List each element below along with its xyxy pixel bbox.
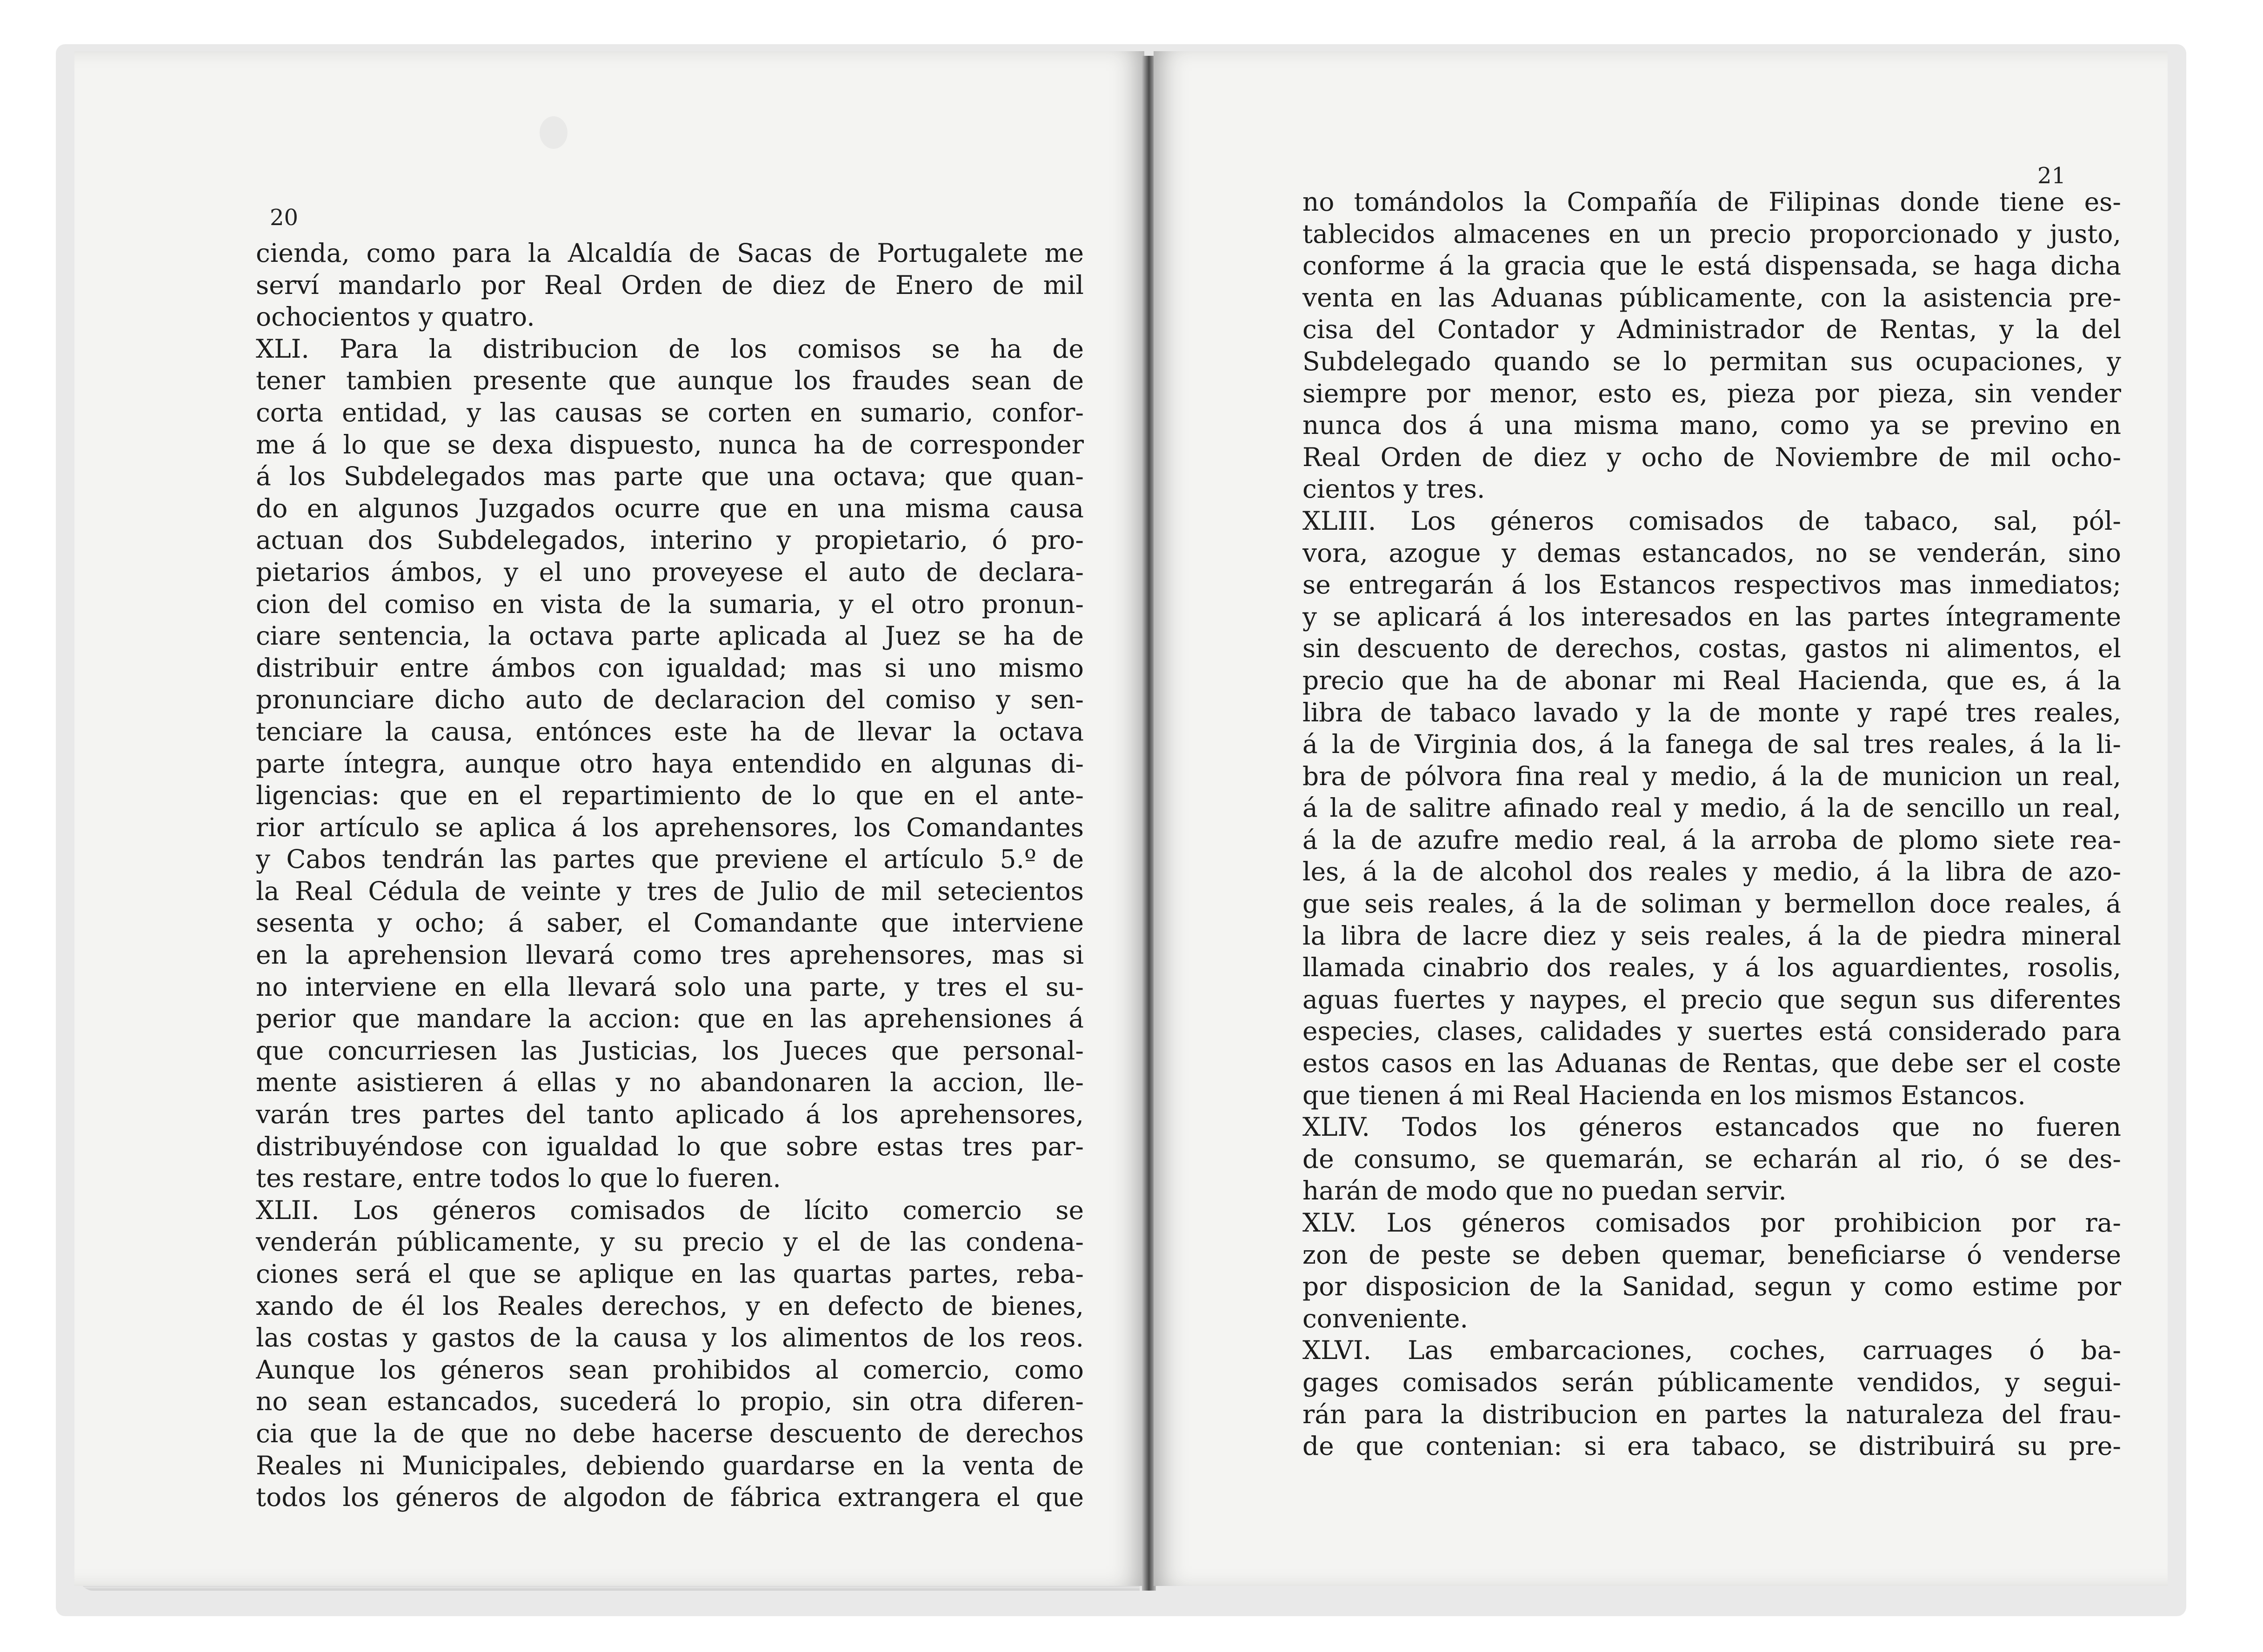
- text-line: que tienen á mi Real Hacienda en los mismos Estancos.: [1302, 1080, 2026, 1110]
- text-line: siempre por menor, esto es, pieza por pieza, sin vender: [1302, 378, 2121, 408]
- text-line: de consumo, se quemarán, se echarán al rio, ó se des-: [1302, 1144, 2121, 1174]
- left-page-text: [256, 237, 1084, 1513]
- text-line: bra de pólvora fina real y medio, á la de municion un real,: [1302, 761, 2121, 791]
- text-line: rior artículo se aplica á los aprehensores, los Comandantes: [256, 812, 1084, 842]
- text-line: parte íntegra, aunque otro haya entendido en algunas di-: [256, 748, 1084, 779]
- text-line: les, á la de alcohol dos reales y medio, á la libra de azo-: [1302, 857, 2121, 887]
- text-line: se entregarán á los Estancos respectivos mas inmediatos;: [1302, 570, 2121, 600]
- text-line: ciare sentencia, la octava parte aplicada al Juez se ha de: [256, 621, 1084, 651]
- text-line: XLIII. Los géneros comisados de tabaco, sal, pól-: [1302, 506, 2121, 536]
- text-line: llamada cinabrio dos reales, y á los aguardientes, rosolis,: [1302, 953, 2121, 983]
- text-line: mente asistieren á ellas y no abandonaren la accion, lle-: [256, 1067, 1084, 1098]
- text-line: do en algunos Juzgados ocurre que en una misma causa: [256, 493, 1084, 523]
- text-line: especies, clases, calidades y suertes está considerado para: [1302, 1016, 2121, 1046]
- text-line: rán para la distribucion en partes la naturaleza del frau-: [1302, 1399, 2121, 1429]
- right-page: [1154, 51, 2168, 1586]
- text-line: pietarios ámbos, y el uno proveyese el auto de declara-: [256, 557, 1084, 587]
- text-line: Real Orden de diez y ocho de Noviembre de mil ocho-: [1302, 442, 2121, 472]
- text-line: conforme á la gracia que le está dispensada, se haga dicha: [1302, 251, 2121, 281]
- text-line: á los Subdelegados mas parte que una octava; que quan-: [256, 461, 1084, 492]
- text-line: tablecidos almacenes en un precio proporcionado y justo,: [1302, 219, 2121, 249]
- text-line: distribuir entre ámbos con igualdad; mas si uno mismo: [256, 653, 1084, 683]
- text-line: Reales ni Municipales, debiendo guardarse en la venta de: [256, 1450, 1084, 1480]
- paper-stain: [540, 116, 567, 149]
- text-line: XLVI. Las embarcaciones, coches, carruages ó ba-: [1302, 1335, 2121, 1366]
- text-line: á la de salitre afinado real y medio, á la de sencillo un real,: [1302, 793, 2121, 823]
- text-line: tenciare la causa, entónces este ha de llevar la octava: [256, 716, 1084, 746]
- text-line: XLI. Para la distribucion de los comisos se ha de: [256, 333, 1084, 364]
- text-line: XLV. Los géneros comisados por prohibicion por ra-: [1302, 1208, 2121, 1238]
- text-line: XLII. Los géneros comisados de lícito comercio se: [256, 1195, 1084, 1225]
- text-line: cion del comiso en vista de la sumaria, y el otro pronun-: [256, 589, 1084, 619]
- text-line: gages comisados serán públicamente vendidos, y segui-: [1302, 1367, 2121, 1397]
- text-line: no tomándolos la Compañía de Filipinas donde tiene es-: [1302, 187, 2121, 217]
- text-line: estos casos en las Aduanas de Rentas, que debe ser el coste: [1302, 1048, 2121, 1079]
- text-line: de que contenian: si era tabaco, se distribuirá su pre-: [1302, 1431, 2121, 1461]
- text-line: conveniente.: [1302, 1303, 1469, 1333]
- text-line: sesenta y ocho; á saber, el Comandante que interviene: [256, 908, 1084, 938]
- right-page-number: 21: [2037, 163, 2066, 189]
- text-line: distribuyéndose con igualdad lo que sobre estas tres par-: [256, 1131, 1084, 1161]
- left-page-number: 20: [270, 205, 299, 231]
- text-line: tener tambien presente que aunque los fraudes sean de: [256, 366, 1084, 396]
- text-line: xando de él los Reales derechos, y en defecto de bienes,: [256, 1291, 1084, 1321]
- text-line: nunca dos á una misma mano, como ya se previno en: [1302, 410, 2121, 440]
- text-line: serví mandarlo por Real Orden de diez de Enero de mil: [256, 270, 1084, 300]
- right-page-text: [1302, 186, 2121, 1462]
- text-line: cienda, como para la Alcaldía de Sacas de Portugalete me: [256, 238, 1084, 268]
- text-line: varán tres partes del tanto aplicado á los aprehensores,: [256, 1099, 1084, 1130]
- text-line: precio que ha de abonar mi Real Hacienda, que es, á la: [1302, 665, 2121, 695]
- text-line: vora, azogue y demas estancados, no se venderán, sino: [1302, 538, 2121, 568]
- text-line: no sean estancados, sucederá lo propio, sin otra diferen-: [256, 1386, 1084, 1417]
- text-line: venta en las Aduanas públicamente, con la asistencia pre-: [1302, 282, 2121, 313]
- text-line: la Real Cédula de veinte y tres de Julio de mil setecientos: [256, 876, 1084, 906]
- text-line: cisa del Contador y Administrador de Rentas, y la del: [1302, 314, 2121, 345]
- text-line: y se aplicará á los interesados en las partes íntegramente: [1302, 601, 2121, 632]
- text-line: que concurriesen las Justicias, los Jueces que personal-: [256, 1035, 1084, 1066]
- text-line: á la de azufre medio real, á la arroba de plomo siete rea-: [1302, 825, 2121, 855]
- text-line: la libra de lacre diez y seis reales, á la de piedra mineral: [1302, 920, 2121, 951]
- text-line: las costas y gastos de la causa y los alimentos de los reos.: [256, 1323, 1084, 1353]
- text-line: perior que mandare la accion: que en las aprehensiones á: [256, 1004, 1084, 1034]
- left-page: [74, 51, 1144, 1586]
- text-line: venderán públicamente, y su precio y el de las condena-: [256, 1227, 1084, 1257]
- text-line: actuan dos Subdelegados, interino y propietario, ó pro-: [256, 525, 1084, 555]
- text-line: me á lo que se dexa dispuesto, nunca ha de corresponder: [256, 429, 1084, 460]
- text-line: Aunque los géneros sean prohibidos al comercio, como: [256, 1354, 1084, 1385]
- text-line: ciones será el que se aplique en las quartas partes, reba-: [256, 1259, 1084, 1289]
- text-line: todos los géneros de algodon de fábrica extrangera el que: [256, 1482, 1084, 1512]
- text-line: por disposicion de la Sanidad, segun y como estime por: [1302, 1272, 2121, 1302]
- text-line: sin descuento de derechos, costas, gastos ni alimentos, el: [1302, 633, 2121, 664]
- text-line: tes restare, entre todos lo que lo fueren.: [256, 1163, 781, 1193]
- text-line: no interviene en ella llevará solo una parte, y tres el su-: [256, 972, 1084, 1002]
- text-line: en la aprehension llevará como tres aprehensores, mas si: [256, 940, 1084, 970]
- text-line: Subdelegado quando se lo permitan sus ocupaciones, y: [1302, 346, 2121, 376]
- text-line: pronunciare dicho auto de declaracion del comiso y sen-: [256, 685, 1084, 715]
- text-line: corta entidad, y las causas se corten en sumario, confor-: [256, 397, 1084, 427]
- text-line: aguas fuertes y naypes, el precio que segun sus diferentes: [1302, 984, 2121, 1014]
- text-line: ochocientos y quatro.: [256, 302, 535, 332]
- text-line: gue seis reales, á la de soliman y bermellon doce reales, á: [1302, 889, 2121, 919]
- text-line: cientos y tres.: [1302, 474, 1485, 504]
- text-line: á la de Virginia dos, á la fanega de sal tres reales, á la li-: [1302, 729, 2121, 759]
- text-line: zon de peste se deben quemar, beneficiarse ó venderse: [1302, 1239, 2121, 1270]
- text-line: libra de tabaco lavado y la de monte y rapé tres reales,: [1302, 697, 2121, 727]
- text-line: harán de modo que no puedan servir.: [1302, 1176, 1787, 1206]
- text-line: ligencias: que en el repartimiento de lo que en el ante-: [256, 780, 1084, 811]
- text-line: cia que la de que no debe hacerse descuento de derechos: [256, 1418, 1084, 1448]
- text-line: y Cabos tendrán las partes que previene el artículo 5.º de: [256, 844, 1084, 874]
- text-line: XLIV. Todos los géneros estancados que no fueren: [1302, 1112, 2121, 1142]
